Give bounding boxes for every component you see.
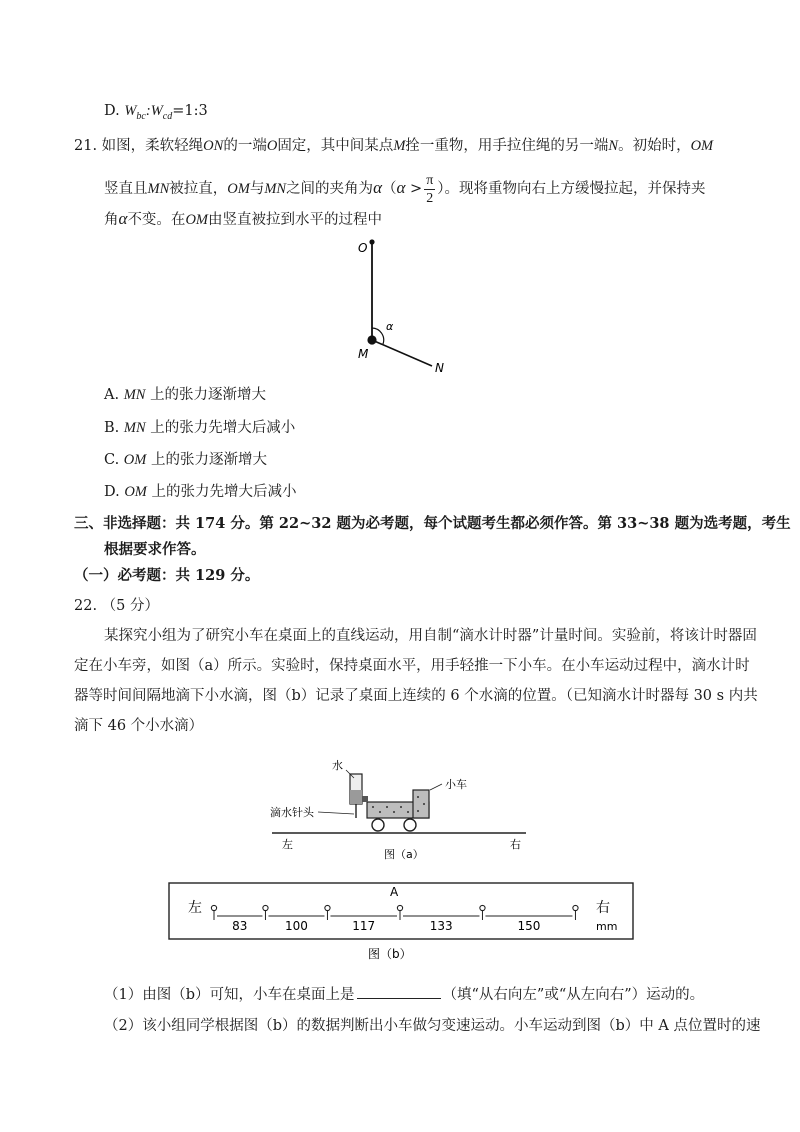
segment-label: 150: [517, 919, 541, 933]
cart-back: [413, 790, 429, 818]
alpha-symbol: α: [118, 209, 128, 228]
q22-sub1: [104, 984, 704, 1005]
weight-dot: [367, 335, 376, 344]
water-level: [350, 790, 362, 804]
label-needle: 滴水针头: [270, 806, 314, 819]
var-mn: MN: [147, 181, 170, 197]
figure-a: [270, 752, 530, 864]
var-mn: MN: [264, 181, 287, 197]
rear-wheel: [404, 819, 416, 831]
text: 被拉直，: [169, 181, 228, 197]
section-heading: 三、非选择题：共 174 分。第 22~32 题为必考题，每个试题考生都必须作答。第 33~38 题为选考题，考生: [74, 515, 791, 532]
q22-header: [74, 596, 159, 616]
caption-b: 图（b）: [368, 947, 412, 961]
option-var: OM: [123, 452, 147, 468]
var-om: OM: [185, 212, 208, 228]
label-o: O: [358, 241, 368, 255]
text: 竖直且: [104, 181, 148, 197]
option-label: D.: [104, 103, 120, 119]
text: （填“从右向左”或“从左向右”）运动的。: [442, 987, 705, 1003]
figure-b: [168, 880, 638, 966]
alpha-symbol: α: [396, 178, 406, 197]
q21-line3: [104, 209, 382, 230]
label-m: M: [358, 347, 369, 361]
w-symbol-2: :W: [145, 103, 163, 119]
segment-label: 117: [352, 919, 376, 933]
label-cart: 小车: [445, 778, 467, 791]
option-var: MN: [123, 387, 146, 403]
label-point-a: A: [390, 885, 399, 899]
segment-label: 100: [285, 919, 308, 933]
question-number: 21.: [74, 138, 98, 154]
text: （1）由图（b）可知，小车在桌面上是: [104, 987, 355, 1003]
water-drop: [480, 905, 485, 910]
text: 。初始时，: [618, 138, 691, 154]
text: 角: [104, 212, 119, 228]
option-label: A.: [104, 387, 120, 403]
question-number: 22.: [74, 598, 98, 614]
w-symbol: W: [124, 103, 137, 119]
segment-label: 83: [232, 919, 248, 933]
water-drop: [397, 905, 402, 910]
var-o: O: [266, 138, 278, 154]
label-right: 右: [510, 838, 521, 851]
answer-blank[interactable]: [357, 984, 441, 999]
var-om: OM: [690, 138, 714, 154]
text: （: [382, 181, 397, 197]
q21-line1: [74, 136, 713, 156]
option-text: 上的张力逐渐增大: [150, 452, 267, 468]
var-m: M: [393, 138, 406, 154]
q22-sub2: （2）该小组同学根据图（b）的数据判断出小车做匀变速运动。小车运动到图（b）中 A 点位置时的速: [104, 1018, 761, 1034]
alpha-symbol: α: [373, 178, 382, 197]
needle-leader: [318, 812, 354, 814]
water-drop: [573, 905, 578, 910]
label-right-b: 右: [596, 900, 610, 916]
cart-leader: [430, 784, 442, 790]
text: 的一端: [223, 138, 267, 154]
q22-para-4: 滴下 46 个小水滴）: [74, 718, 204, 734]
unit-mm: mm: [596, 920, 618, 933]
rope-figure: [350, 232, 460, 380]
text: 与: [249, 181, 265, 197]
option-text: 上的张力先增大后减小: [150, 420, 296, 436]
option-d[interactable]: [104, 482, 297, 502]
option-a[interactable]: [104, 385, 266, 405]
label-alpha: α: [386, 320, 394, 333]
q22-para-3: 器等时间间隔地滴下小水滴，图（b）记录了桌面上连续的 6 个水滴的位置。（已知滴水计时器每 30 s 内共: [74, 688, 758, 704]
option-var: OM: [124, 484, 147, 500]
q20-option-d: [104, 101, 208, 127]
q21-line2: [104, 170, 706, 207]
label-water: 水: [332, 759, 343, 772]
score: （5 分）: [101, 598, 160, 614]
fraction-numerator: π: [426, 172, 434, 188]
water-drop: [325, 905, 330, 910]
label-left-b: 左: [188, 900, 202, 916]
water-drop: [263, 905, 268, 910]
label-left: 左: [282, 838, 293, 851]
subscript-bc: bc: [136, 110, 146, 122]
text: 拴一重物，用手拉住绳的另一端: [405, 138, 609, 154]
front-wheel: [372, 819, 384, 831]
var-on: ON: [203, 138, 224, 154]
water-drop: [211, 905, 216, 910]
clamp: [362, 796, 368, 802]
option-b[interactable]: [104, 418, 295, 438]
option-text: 上的张力先增大后减小: [151, 484, 297, 500]
option-text: 上的张力逐渐增大: [150, 387, 267, 403]
q22-para-2: 定在小车旁，如图（a）所示。实验时，保持桌面水平，用手轻推一下小车。在小车运动过程中，滴水计时: [74, 658, 750, 674]
ratio-value: =1:3: [172, 103, 208, 119]
text: ）。现将重物向右上方缓慢拉起，并保持夹: [437, 181, 706, 197]
text: 固定，其中间某点: [277, 138, 394, 154]
sub-heading: （一）必考题：共 129 分。: [74, 567, 260, 584]
var-n: N: [608, 138, 619, 154]
text: 如图，柔软轻绳: [101, 138, 204, 154]
text: 由竖直被拉到水平的过程中: [208, 212, 382, 228]
fraction-denominator: 2: [426, 190, 434, 206]
rope-mn: [372, 340, 432, 366]
text: >: [405, 181, 423, 197]
text: 之间的夹角为: [286, 181, 374, 197]
var-om: OM: [227, 181, 250, 197]
option-label: D.: [104, 484, 120, 500]
option-label: B.: [104, 420, 120, 436]
option-var: MN: [123, 420, 146, 436]
subscript-cd: cd: [162, 110, 173, 122]
q22-para-1: 某探究小组为了研究小车在桌面上的直线运动，用自制“滴水计时器”计量时间。实验前，将该计时器固: [104, 628, 757, 644]
option-c[interactable]: [104, 450, 267, 470]
section-heading-cont: 根据要求作答。: [104, 541, 206, 558]
pi-over-2-fraction: [424, 172, 435, 207]
segment-label: 133: [429, 919, 453, 933]
text: 不变。在: [127, 212, 186, 228]
point-o: [369, 239, 374, 244]
option-label: C.: [104, 452, 120, 468]
caption-a: 图（a）: [384, 848, 424, 861]
label-n: N: [435, 361, 444, 375]
